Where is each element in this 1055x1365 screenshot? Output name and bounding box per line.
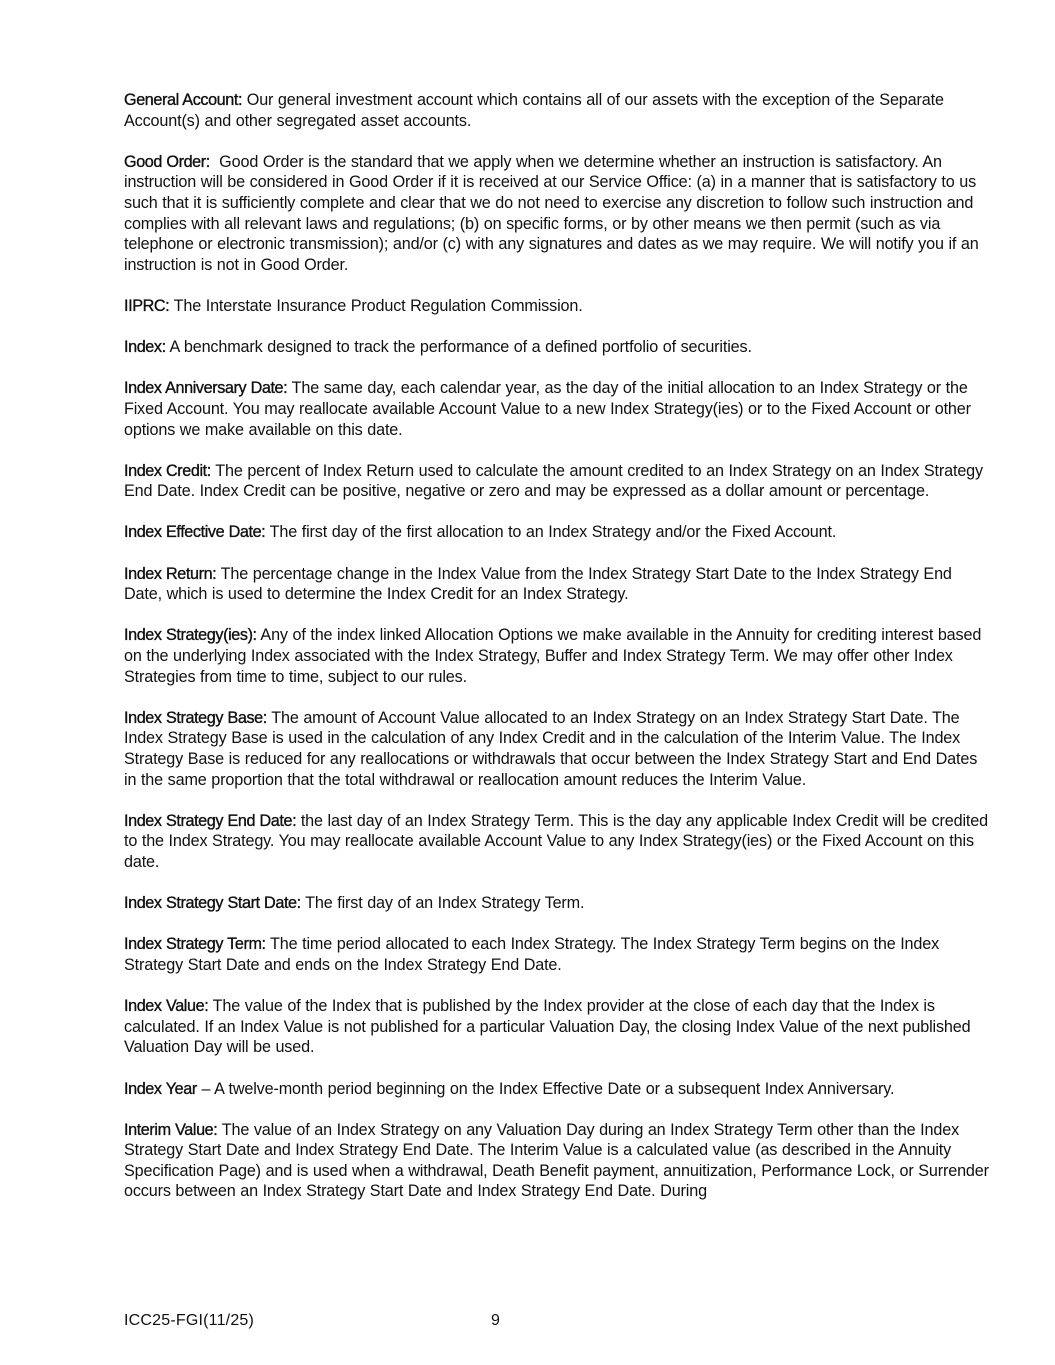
definition-index-effective-date [124, 522, 990, 543]
definition-index-strategies [124, 625, 990, 687]
definition-text: The percentage change in the Index Value from the Index Strategy Start Date to the Index Strategy End Date, which is used to determine the Index Credit for an Index Strategy. [124, 564, 952, 604]
definition-text: The same day, each calendar year, as the day of the initial allocation to an Index Strategy or the Fixed Account. You may reallocate available Account Value to a new Index Strategy(ies) or to the Fixed Account or other options we make available on this date. [124, 379, 971, 439]
definition-text: The first day of an Index Strategy Term. [305, 894, 585, 913]
term-index-anniversary-date: Index Anniversary Date: [124, 379, 288, 398]
definition-index-strategy-start-date [124, 893, 990, 914]
term-index-effective-date: Index Effective Date: [124, 523, 266, 542]
term-general-account: General Account: [124, 91, 243, 109]
definition-text: The amount of Account Value allocated to an Index Strategy on an Index Strategy Start Date. The Index Strategy Base is used in the calculation of any Index Credit and in the calculation of the Interim Value. The Index Strategy Base is reduced for any reallocations or withdrawals that occur between the Index Strategy Start and End Dates in the same proportion that the total withdrawal or reallocation amount reduces the Interim Value. [124, 708, 978, 789]
definition-index-year [124, 1079, 990, 1100]
definition-text: The value of the Index that is published by the Index provider at the close of each day that the Index is calculated. If an Index Value is not published for a particular Valuation Day, the closing Index Value of the next published Valuation Day will be used. [124, 997, 971, 1057]
term-good-order: Good Order: [124, 152, 210, 171]
term-index-year: Index Year [124, 1079, 197, 1098]
definition-text: – A twelve-month period beginning on the Index Effective Date or a subsequent Index Anniversary. [201, 1079, 895, 1098]
definition-text: The percent of Index Return used to calculate the amount credited to an Index Strategy on an Index Strategy End Date. Index Credit can be positive, negative or zero and may be expressed as a dollar amount or percentage. [124, 461, 983, 501]
definition-text: Our general investment account which contains all of our assets with the exception of the Separate Account(s) and other segregated asset accounts. [124, 91, 944, 130]
definition-index-strategy-base [124, 708, 990, 790]
definition-iiprc [124, 296, 990, 317]
term-index-strategy-base: Index Strategy Base: [124, 708, 267, 727]
definition-index-anniversary-date [124, 378, 990, 440]
definition-text: The value of an Index Strategy on any Valuation Day during an Index Strategy Term other than the Index Strategy Start Date and Index Strategy End Date. The Interim Value is a calculated value (as described in the Annuity Specification Page) and is used when a withdrawal, Death Benefit payment, annuitization, Performance Lock, or Surrender occurs between an Index Strategy Start Date and Index Strategy End Date. During [124, 1120, 989, 1201]
term-iiprc: IIPRC: [124, 296, 170, 315]
definition-text: A benchmark designed to track the performance of a defined portfolio of securities. [169, 338, 752, 357]
definition-index-credit [124, 461, 990, 502]
term-index-value: Index Value: [124, 997, 209, 1016]
form-code: ICC25-FGI(11/25) [124, 1312, 255, 1329]
definition-text: Any of the index linked Allocation Options we make available in the Annuity for crediting interest based on the underlying Index associated with the Index Strategy, Buffer and Index Strategy Term. We may offer other Index Strategies from time to time, subject to our rules. [124, 626, 982, 686]
definition-text: The first day of the first allocation to an Index Strategy and/or the Fixed Account. [269, 523, 837, 542]
term-index-strategies: Index Strategy(ies): [124, 626, 257, 645]
definition-text: The Interstate Insurance Product Regulation Commission. [173, 296, 583, 315]
definition-index-value [124, 996, 990, 1058]
definition-index-strategy-term [124, 934, 990, 975]
definition-text: Good Order is the standard that we apply when we determine whether an instruction is satisfactory. An instruction will be considered in Good Order if it is received at our Service Office: (a) in a manner that is satisfactory to us such that it is sufficiently complete and clear that we do not need to exercise any discretion to follow such instruction and complies with all relevant laws and regulations; (b) on specific forms, or by other means we then permit (such as via telephone or electronic transmission); and/or (c) with any signatures and dates as we may require. We will notify you if an instruction is not in Good Order. [124, 152, 979, 274]
term-interim-value: Interim Value: [124, 1120, 218, 1139]
term-index-strategy-term: Index Strategy Term: [124, 935, 266, 954]
term-index-return: Index Return: [124, 564, 217, 583]
definition-interim-value [124, 1120, 990, 1202]
definition-text: The time period allocated to each Index Strategy. The Index Strategy Term begins on the Index Strategy Start Date and ends on the Index Strategy End Date. [124, 935, 940, 974]
term-separator [210, 153, 219, 171]
definition-index-strategy-end-date [124, 811, 990, 873]
term-index: Index: [124, 338, 166, 357]
term-index-strategy-end-date: Index Strategy End Date: [124, 811, 297, 830]
definition-general-account [124, 90, 990, 131]
term-index-credit: Index Credit: [124, 461, 211, 480]
definition-good-order [124, 152, 990, 276]
page-number: 9 [491, 1312, 500, 1329]
term-index-strategy-start-date: Index Strategy Start Date: [124, 894, 301, 913]
definition-index [124, 337, 990, 358]
definition-text: the last day of an Index Strategy Term. This is the day any applicable Index Credit will be credited to the Index Strategy. You may reallocate available Account Value to any Index Strategy(ies) or the Fixed Account on this date. [124, 811, 988, 871]
definition-index-return [124, 564, 990, 605]
definitions-list [124, 90, 990, 1202]
